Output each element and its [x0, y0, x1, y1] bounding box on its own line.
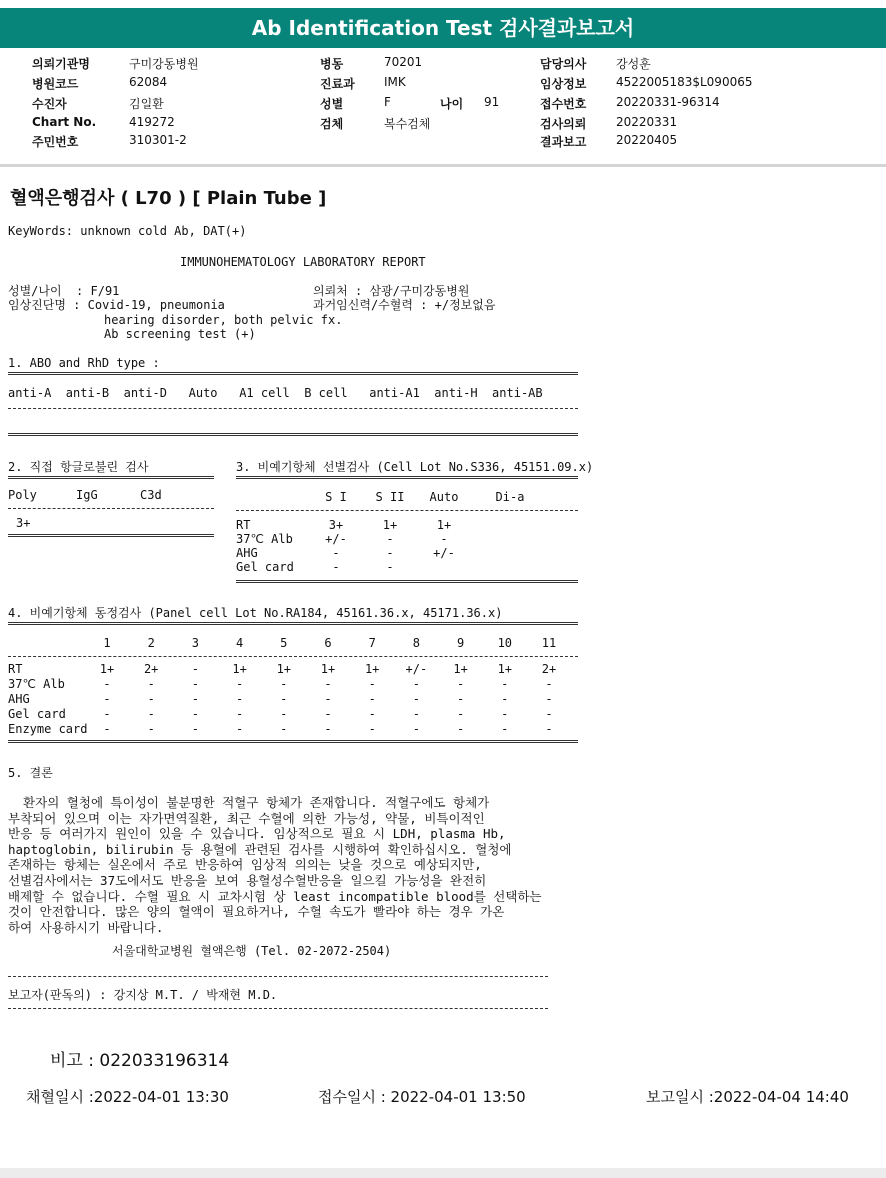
divider: [236, 580, 578, 583]
panel-cell: -: [456, 677, 465, 691]
panel-cell: -: [280, 677, 288, 691]
divider: [8, 534, 214, 537]
info-label: 병동: [320, 57, 344, 71]
info-label: 접수번호: [540, 97, 587, 111]
panel-cell: -: [191, 662, 199, 676]
panel-cell: -: [501, 722, 509, 736]
panel-cell: -: [280, 692, 288, 706]
panel-column-header: 5: [280, 636, 288, 650]
conclusion-line: haptoglobin, bilirubin 등 용혈에 관련된 검사를 시행하여 확인하십시오. 혈청에: [8, 841, 512, 857]
panel-column-header: 1: [103, 636, 111, 650]
panel-cell: -: [147, 677, 155, 691]
conclusion-line: 환자의 혈청에 특이성이 불분명한 적혈구 항체가 존재합니다. 적혈구에도 항체가: [8, 795, 490, 810]
abo-heading: 1. ABO and RhD type :: [8, 356, 160, 370]
panel-cell: -: [103, 677, 111, 691]
screen-cell: -: [386, 546, 394, 560]
info-label: 결과보고: [540, 135, 587, 149]
receipt-time: 접수일시 : 2022-04-01 13:50: [318, 1088, 526, 1106]
test-title: 혈액은행검사 ( L70 ) [ Plain Tube ]: [10, 188, 327, 209]
info-value: 4522005183$L090065: [616, 75, 753, 89]
screen-column-header: Di-a: [495, 490, 525, 504]
info-label: 담당의사: [540, 57, 587, 71]
keywords: KeyWords: unknown cold Ab, DAT(+): [8, 224, 247, 238]
panel-column-header: 2: [147, 636, 155, 650]
info-value: 강성훈: [616, 57, 651, 71]
screen-heading: 3. 비예기항체 선별검사 (Cell Lot No.S336, 45151.09.x): [236, 460, 594, 474]
panel-cell: -: [103, 692, 111, 706]
panel-cell: -: [191, 722, 199, 736]
panel-cell: 2+: [541, 662, 557, 676]
screen-column-header: S II: [375, 490, 405, 504]
info-value: 20220331-96314: [616, 95, 720, 109]
info-label: 수진자: [32, 97, 67, 111]
divider: [8, 656, 578, 657]
panel-cell: -: [191, 677, 199, 691]
panel-cell: -: [191, 707, 199, 721]
panel-cell: -: [191, 692, 199, 706]
divider: [236, 510, 578, 511]
info-value: 310301-2: [129, 133, 187, 147]
conclusion-heading: 5. 결론: [8, 766, 53, 780]
hospital-contact: 서울대학교병원 혈액은행 (Tel. 02-2072-2504): [112, 944, 392, 958]
info-value: 20220331: [616, 115, 678, 129]
panel-cell: 1+: [364, 662, 380, 676]
screen-cell: -: [386, 560, 394, 574]
conclusion-line: 것이 안전합니다. 많은 양의 혈액이 필요하거나, 수혈 속도가 빨라야 하는 경우 가온: [8, 904, 505, 920]
panel-cell: -: [324, 692, 332, 706]
screen-row-label: AHG: [236, 546, 258, 560]
panel-row-label: Gel card: [8, 707, 66, 721]
info-value: 62084: [129, 75, 168, 89]
panel-cell: -: [545, 722, 553, 736]
sex-age: 성별/나이 : F/91: [8, 284, 120, 298]
panel-cell: -: [235, 692, 244, 706]
panel-heading: 4. 비예기항체 동정검사 (Panel cell Lot No.RA184, 45161.36.x, 45171.36.x): [8, 606, 503, 620]
panel-column-header: 4: [235, 636, 244, 650]
screen-cell: +/-: [325, 532, 347, 546]
panel-cell: 1+: [276, 662, 292, 676]
info-label: 병원코드: [32, 77, 79, 91]
panel-cell: -: [412, 692, 420, 706]
footer-bar: [0, 1168, 886, 1178]
divider: [8, 508, 214, 509]
info-label: 주민번호: [32, 135, 79, 149]
info-value: 김일환: [129, 97, 164, 111]
conclusion-line: 존재하는 항체는 실온에서 주로 반응하여 임상적 의의는 낮을 것으로 예상되지만,: [8, 857, 482, 873]
info-label: 임상정보: [540, 77, 587, 91]
age-label: 나이: [440, 97, 464, 111]
screen-cell: 3+: [328, 518, 344, 532]
panel-cell: -: [545, 677, 553, 691]
report-title: Ab Identification Test 검사결과보고서: [251, 16, 635, 40]
conclusion-line: 반응 등 여러가지 원인이 있을 수 있습니다. 임상적으로 필요 시 LDH, plasma Hb,: [8, 826, 506, 842]
referral: 의뢰처 : 삼광/구미강동병원: [313, 284, 470, 298]
panel-cell: -: [412, 707, 420, 721]
dat-col-poly: Poly: [8, 488, 37, 502]
info-value: 70201: [384, 55, 423, 69]
panel-row-label: 37℃ Alb: [8, 677, 65, 691]
screen-cell: -: [386, 532, 394, 546]
panel-cell: -: [103, 707, 111, 721]
screen-cell: 1+: [436, 518, 452, 532]
screen-cell: +/-: [433, 546, 455, 560]
screen-row-label: Gel card: [236, 560, 294, 574]
conclusion-line: 부착되어 있으며 이는 자가면역질환, 최근 수혈에 의한 가능성, 약물, 비특이적인: [8, 810, 485, 826]
panel-cell: 1+: [497, 662, 513, 676]
diagnosis-line-1: 임상진단명 : Covid-19, pneumonia: [8, 298, 225, 312]
info-value: 20220405: [616, 133, 678, 147]
collection-time: 채혈일시 :2022-04-01 13:30: [26, 1088, 229, 1106]
info-label: 검체: [320, 117, 344, 131]
panel-cell: -: [324, 707, 332, 721]
transfusion-history: 과거임신력/수혈력 : +/정보없음: [313, 298, 496, 312]
report-time: 보고일시 :2022-04-04 14:40: [646, 1088, 849, 1106]
panel-column-header: 7: [368, 636, 376, 650]
panel-cell: 1+: [453, 662, 468, 676]
divider: [8, 476, 214, 479]
panel-column-header: 10: [497, 636, 513, 650]
panel-cell: -: [324, 722, 332, 736]
divider: [8, 622, 578, 625]
panel-cell: -: [147, 692, 155, 706]
panel-cell: -: [324, 677, 332, 691]
dat-result: 3+: [16, 516, 31, 530]
divider: [8, 1008, 548, 1009]
panel-cell: -: [501, 707, 509, 721]
divider: [8, 408, 578, 409]
panel-cell: -: [368, 722, 376, 736]
panel-cell: 1+: [232, 662, 247, 676]
info-label: 의뢰기관명: [32, 57, 90, 71]
dat-col-c3d: C3d: [140, 488, 162, 502]
panel-cell: -: [545, 692, 553, 706]
panel-column-header: 11: [541, 636, 557, 650]
panel-column-header: 9: [456, 636, 465, 650]
panel-row-label: RT: [8, 662, 23, 676]
screen-row-label: 37℃ Alb: [236, 532, 293, 546]
abo-columns: anti-A anti-B anti-D Auto A1 cell B cell anti-A1 anti-H anti-AB: [8, 386, 543, 400]
panel-cell: -: [368, 707, 376, 721]
lab-report-title: IMMUNOHEMATOLOGY LABORATORY REPORT: [180, 255, 426, 269]
panel-cell: +/-: [405, 662, 428, 676]
panel-row-label: AHG: [8, 692, 30, 706]
divider: [8, 976, 548, 977]
conclusion-line: 하여 사용하시기 바랍니다.: [8, 919, 164, 935]
panel-cell: -: [501, 677, 509, 691]
info-label: 검사의뢰: [540, 117, 587, 131]
panel-column-header: 8: [412, 636, 420, 650]
screen-row-label: RT: [236, 518, 251, 532]
panel-cell: -: [103, 722, 111, 736]
info-label: 진료과: [320, 77, 355, 91]
panel-cell: -: [501, 692, 509, 706]
screen-cell: -: [332, 560, 340, 574]
panel-cell: -: [456, 722, 465, 736]
panel-cell: -: [412, 722, 420, 736]
divider: [8, 372, 578, 375]
panel-cell: -: [147, 722, 155, 736]
note: 비고 : 022033196314: [50, 1051, 230, 1071]
reporter: 보고자(판독의) : 강지상 M.T. / 박재현 M.D.: [8, 988, 278, 1002]
diagnosis-line-2: hearing disorder, both pelvic fx.: [104, 313, 343, 327]
screen-cell: 1+: [382, 518, 398, 532]
info-value: IMK: [384, 75, 406, 89]
info-value: 419272: [129, 115, 175, 129]
panel-cell: 2+: [143, 662, 159, 676]
panel-cell: -: [456, 692, 465, 706]
panel-cell: -: [235, 707, 244, 721]
info-value: 복수검체: [384, 117, 431, 131]
panel-cell: -: [280, 707, 288, 721]
conclusion-line: 선별검사에서는 37도에서도 반응을 보여 용혈성수혈반응을 일으킬 가능성을 완전히: [8, 873, 487, 888]
conclusion-line: 배제할 수 없습니다. 수혈 필요 시 교차시험 상 least incompatible blood를 선택하는: [8, 888, 542, 904]
panel-cell: -: [235, 677, 244, 691]
panel-cell: 1+: [320, 662, 336, 676]
divider: [8, 740, 578, 743]
screen-cell: -: [440, 532, 448, 546]
screen-column-header: Auto: [429, 490, 459, 504]
screen-column-header: S I: [325, 490, 347, 504]
panel-cell: -: [456, 707, 465, 721]
info-label: 성별: [320, 97, 344, 111]
info-value: 구미강동병원: [129, 57, 199, 71]
panel-column-header: 3: [191, 636, 199, 650]
panel-cell: -: [545, 707, 553, 721]
dat-col-igg: IgG: [76, 488, 98, 502]
diagnosis-line-3: Ab screening test (+): [104, 327, 256, 341]
dat-heading: 2. 직접 항글로불린 검사: [8, 460, 149, 474]
panel-cell: 1+: [99, 662, 115, 676]
panel-cell: -: [147, 707, 155, 721]
header-divider: [0, 164, 886, 167]
info-value: F: [384, 95, 391, 109]
panel-cell: -: [280, 722, 288, 736]
panel-row-label: Enzyme card: [8, 722, 88, 736]
panel-cell: -: [368, 677, 376, 691]
report-header: [0, 8, 886, 48]
info-label: Chart No.: [32, 115, 97, 129]
panel-column-header: 6: [324, 636, 332, 650]
screen-cell: -: [332, 546, 340, 560]
panel-cell: -: [412, 677, 420, 691]
panel-cell: -: [368, 692, 376, 706]
divider: [8, 433, 578, 436]
age-value: 91: [484, 95, 500, 109]
divider: [236, 476, 578, 479]
panel-cell: -: [235, 722, 244, 736]
